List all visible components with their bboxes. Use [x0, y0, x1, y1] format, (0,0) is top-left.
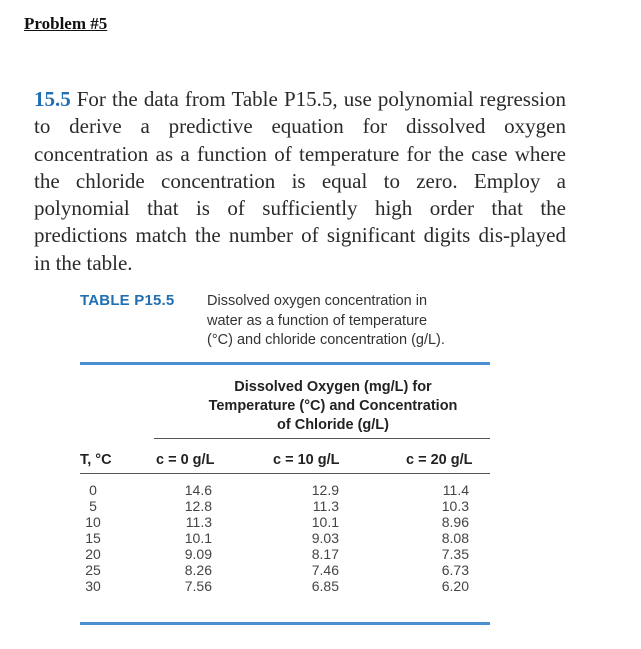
column-header-rule	[80, 473, 490, 474]
column-header-c20: c = 20 g/L	[406, 452, 473, 468]
table-cell: 30	[85, 578, 101, 594]
table-cell: 11.4	[442, 482, 469, 498]
table-cell: 14.6	[184, 482, 212, 498]
column-header-c0: c = 0 g/L	[156, 452, 215, 468]
caption-line: (°C) and chloride concentration (g/L).	[207, 332, 445, 348]
table-caption-text	[207, 292, 497, 351]
table-cell: 10.1	[311, 514, 339, 530]
table-top-rule	[80, 362, 490, 365]
column-header-c10: c = 10 g/L	[273, 452, 340, 468]
temperature-column	[80, 482, 106, 594]
table-cell: 9.03	[311, 530, 339, 546]
table-cell: 8.26	[184, 562, 212, 578]
table-cell: 10	[85, 514, 101, 530]
table-cell: 9.09	[184, 546, 212, 562]
column-header-temperature: T, °C	[80, 452, 112, 468]
group-header-line: Dissolved Oxygen (mg/L) for	[234, 379, 432, 395]
caption-line: Dissolved oxygen concentration in	[207, 293, 428, 309]
table-cell: 12.8	[184, 498, 212, 514]
table-p15-5	[80, 292, 492, 594]
table-cell: 11.3	[312, 498, 339, 514]
problem-statement	[34, 86, 566, 277]
table-cell: 6.85	[311, 578, 339, 594]
table-cell: 6.73	[441, 562, 469, 578]
table-cell: 20	[85, 546, 101, 562]
c10-column	[285, 482, 339, 594]
table-cell: 7.46	[311, 562, 339, 578]
table-cell: 5	[89, 498, 97, 514]
table-cell: 7.56	[184, 578, 212, 594]
group-header-line: Temperature (°C) and Concentration	[208, 398, 458, 414]
column-group-header	[168, 378, 498, 435]
table-cell: 8.96	[441, 514, 469, 530]
table-cell: 7.35	[441, 546, 469, 562]
table-caption	[80, 292, 492, 358]
c20-column	[415, 482, 469, 594]
table-cell: 0	[89, 482, 97, 498]
caption-line: water as a function of temperature	[207, 312, 428, 329]
group-header-line: of Chloride (g/L)	[277, 417, 389, 433]
table-cell: 10.1	[184, 530, 212, 546]
problem-heading: Problem #5	[24, 14, 108, 33]
table-cell: 12.9	[311, 482, 339, 498]
table-bottom-rule	[80, 622, 490, 625]
table-cell: 11.3	[185, 514, 212, 530]
table-cell: 25	[85, 562, 101, 578]
table-cell: 10.3	[441, 498, 469, 514]
c0-column	[168, 482, 212, 594]
table-cell: 8.08	[441, 530, 469, 546]
table-label: TABLE P15.5	[80, 292, 175, 309]
group-header-rule	[154, 438, 490, 439]
problem-number: 15.5	[34, 87, 71, 111]
problem-body: For the data from Table P15.5, use polynomial regression to derive a predictive equation for dissolved oxygen concentration as a function of temperature for the case where the chloride concentration is equal to zero. Employ a polynomial that is of sufficiently high order that the predictions match the number of significant digits dis-played in the table.	[34, 87, 566, 275]
table-cell: 15	[85, 530, 101, 546]
table-cell: 6.20	[441, 578, 469, 594]
table-cell: 8.17	[311, 546, 339, 562]
